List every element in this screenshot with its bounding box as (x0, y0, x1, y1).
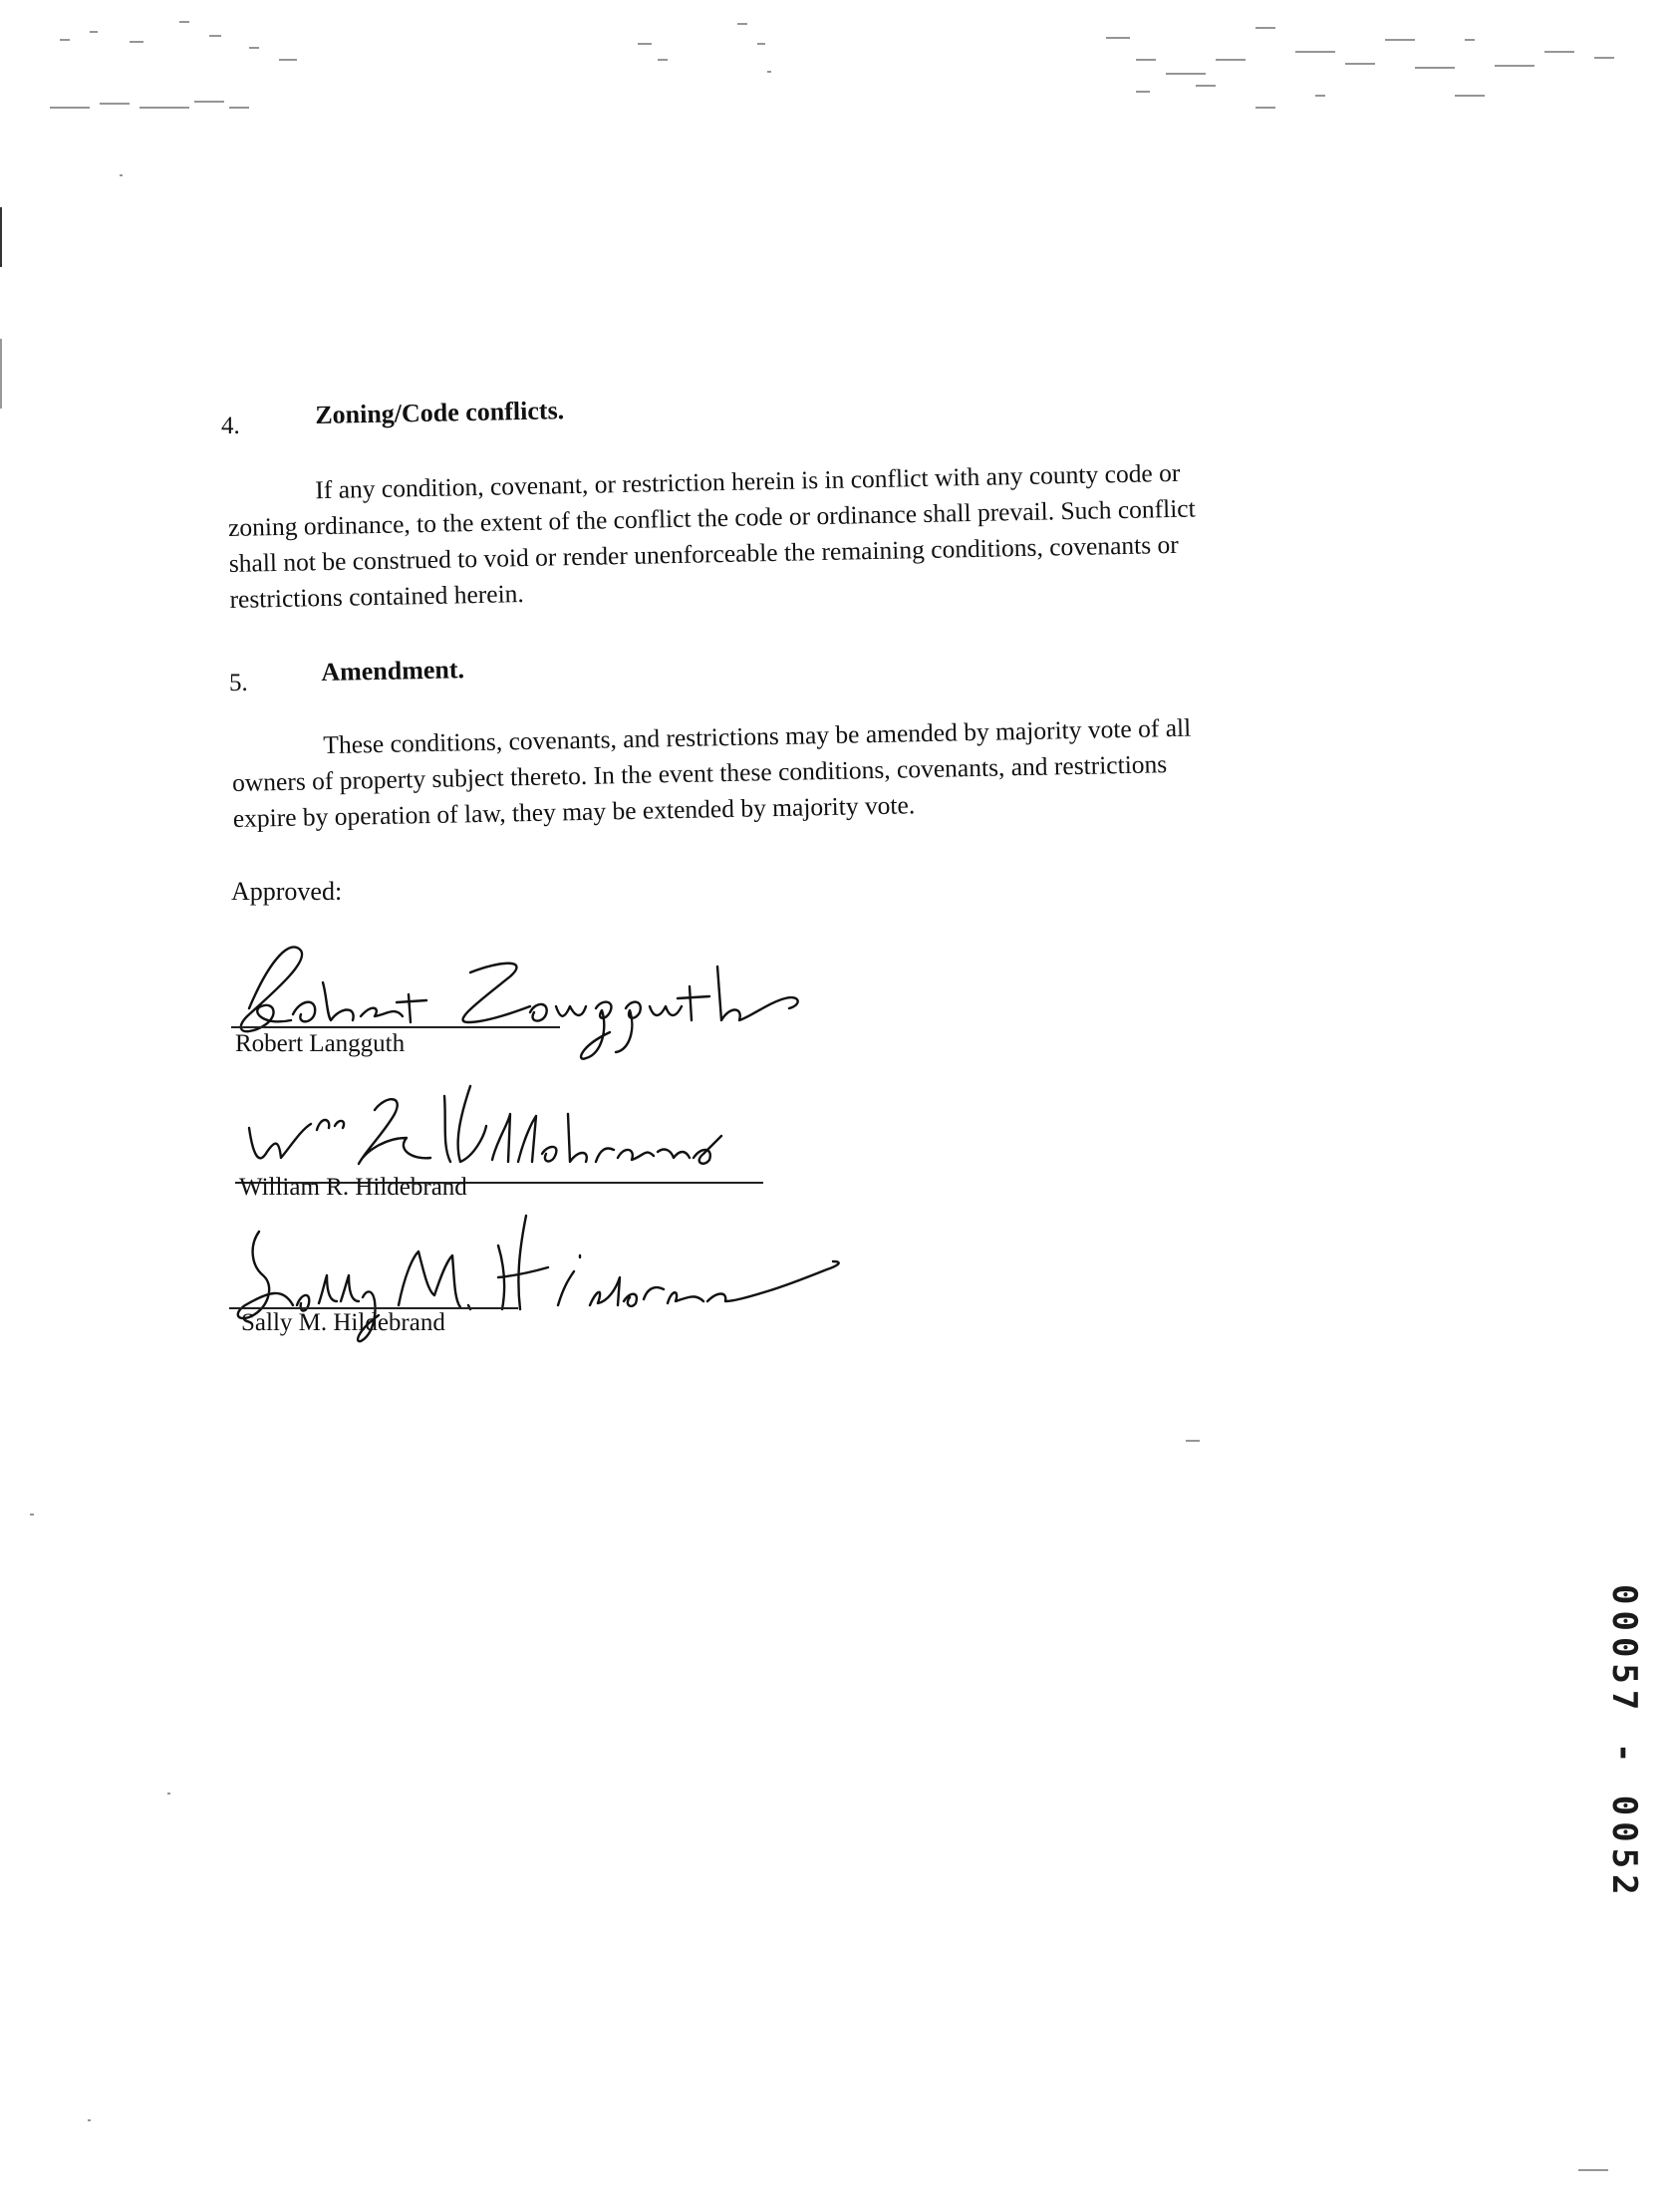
section-5-body (231, 710, 1193, 837)
signatory-name-3: Sally M. Hildebrand (241, 1309, 445, 1336)
section-4-number: 4. (221, 413, 240, 439)
section-5-line-1: These conditions, covenants, and restrictions may be amended by majority vote of all (323, 712, 1192, 760)
section-5-heading: Amendment. (321, 655, 465, 687)
section-4-line-3: shall not be construed to void or render unenforceable the remaining conditions, covenants or (228, 529, 1180, 578)
section-4-body (227, 455, 1197, 618)
bates-number: 00057 - 0052 (1604, 1584, 1644, 1901)
section-5-number: 5. (229, 670, 248, 696)
section-5-line-2: owners of property subject thereto. In the event these conditions, covenants, and restrictions (231, 749, 1168, 797)
section-4-line-1: If any condition, covenant, or restriction herein is in conflict with any county code or (315, 457, 1181, 505)
approved-label: Approved: (231, 877, 343, 906)
bates-stamp (1594, 1584, 1654, 1953)
signature-block-william-hildebrand (235, 1066, 793, 1216)
signatory-name-2: William R. Hildebrand (239, 1174, 467, 1201)
signatory-name-1: Robert Langguth (235, 1030, 406, 1057)
signature-block-sally-hildebrand (229, 1206, 907, 1355)
section-4-line-2: zoning ordinance, to the extent of the conflict the code or ordinance shall prevail. Such conflict (227, 493, 1196, 542)
signature-block-robert-langguth (231, 937, 829, 1066)
signature-line (231, 1026, 560, 1028)
section-4-heading: Zoning/Code conflicts. (315, 396, 565, 429)
section-5-line-3: expire by operation of law, they may be extended by majority vote. (232, 790, 916, 833)
section-4-line-4: restrictions contained herein. (229, 579, 525, 614)
